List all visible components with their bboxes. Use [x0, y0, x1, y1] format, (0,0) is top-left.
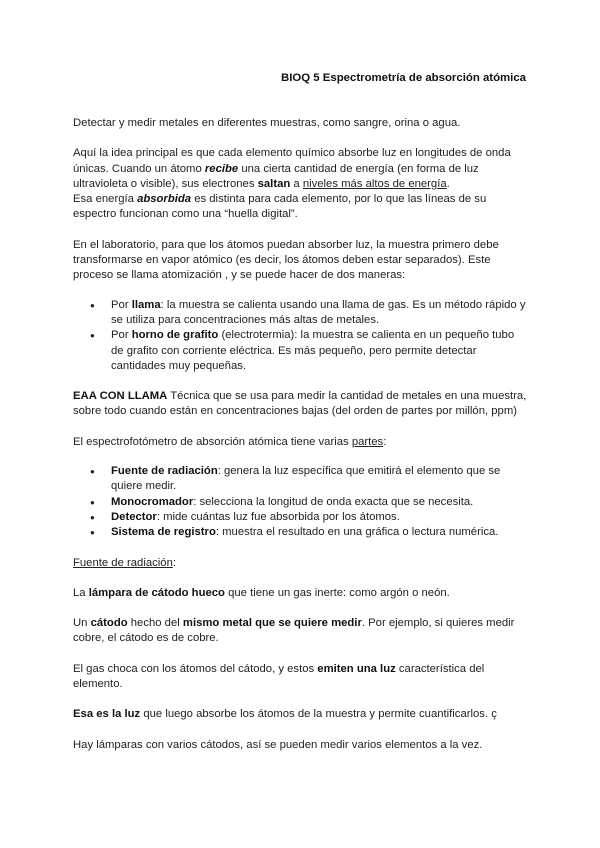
atomization-methods-list [73, 298, 528, 374]
section-heading: Fuente de radiación: [73, 556, 176, 569]
list-item-llama: ● Por llama: la muestra se calienta usando una llama de gas. Es un método rápido y se utiliza para concentraciones más altas de metales. [73, 298, 528, 329]
absorption-paragraph: Esa es la luz que luego absorbe los átomos de la muestra y permite cuantificarlos. ç [73, 708, 497, 721]
list-item-horno: ● Por horno de grafito (electrotermia): la muestra se calienta en un pequeño tubo de grafito con corriente eléctrica. Es más pequeño, pero permite detectar cantidades muy pequeñas. [73, 328, 528, 374]
emphasis-absorbida: absorbida [137, 193, 192, 206]
multi-cathode-paragraph: Hay lámparas con varios cátodos, así se pueden medir varios elementos a la vez. [73, 738, 483, 751]
underlined-energy-levels: niveles más altos de energía [302, 177, 447, 190]
list-item-registro: ● Sistema de registro: muestra el resultado en una gráfica o lectura numérica. [73, 525, 528, 540]
emission-paragraph: El gas choca con los átomos del cátodo, y estos emiten una luz característica del elemento. [73, 662, 485, 691]
page-title: BIOQ 5 Espectrometría de absorción atómica [281, 72, 526, 84]
intro-paragraph: Detectar y medir metales en diferentes muestras, como sangre, orina o agua. [73, 117, 461, 129]
document-body [73, 116, 528, 753]
list-item-monocromador: ● Monocromador: selecciona la longitud de onda exacta que se necesita. [73, 495, 528, 510]
list-item-fuente: ● Fuente de radiación: genera la luz específica que emitirá el elemento que se quiere medir. [73, 464, 528, 495]
atomization-paragraph: En el laboratorio, para que los átomos puedan absorber luz, la muestra primero debe transformarse en vapor atómico (es decir, los átomos deben estar separados). Este proceso se llama atomización , y se puede hacer de dos maneras: [73, 238, 499, 282]
list-item-detector: ● Detector: mide cuántas luz fue absorbida por los átomos. [73, 510, 528, 525]
lamp-paragraph: La lámpara de cátodo hueco que tiene un gas inerte: como argón o neón. [73, 586, 450, 599]
parts-intro-paragraph: El espectrofotómetro de absorción atómica tiene varias partes: [73, 435, 387, 448]
principle-paragraph: Aquí la idea principal es que cada elemento químico absorbe luz en longitudes de onda únicas. Cuando un átomo recibe una cierta cantidad de energía (en forma de luz ultravioleta o visible), sus electrones saltan a niveles más altos de energía. Esa energía absorbida es distinta para cada elemento, por lo que las líneas de su espectro funcionan como una “huella digital”. [73, 147, 511, 221]
emphasis-recibe: recibe [204, 162, 239, 175]
cathode-paragraph: Un cátodo hecho del mismo metal que se quiere medir. Por ejemplo, si quieres medir cobre, el cátodo es de cobre. [73, 617, 515, 645]
spectrophotometer-parts-list [73, 464, 528, 540]
eaa-paragraph: EAA CON LLAMA Técnica que se usa para medir la cantidad de metales en una muestra, sobre todo cuando están en concentraciones bajas (del orden de partes por millón, ppm) [73, 390, 527, 418]
emphasis-saltan: saltan [257, 177, 291, 190]
